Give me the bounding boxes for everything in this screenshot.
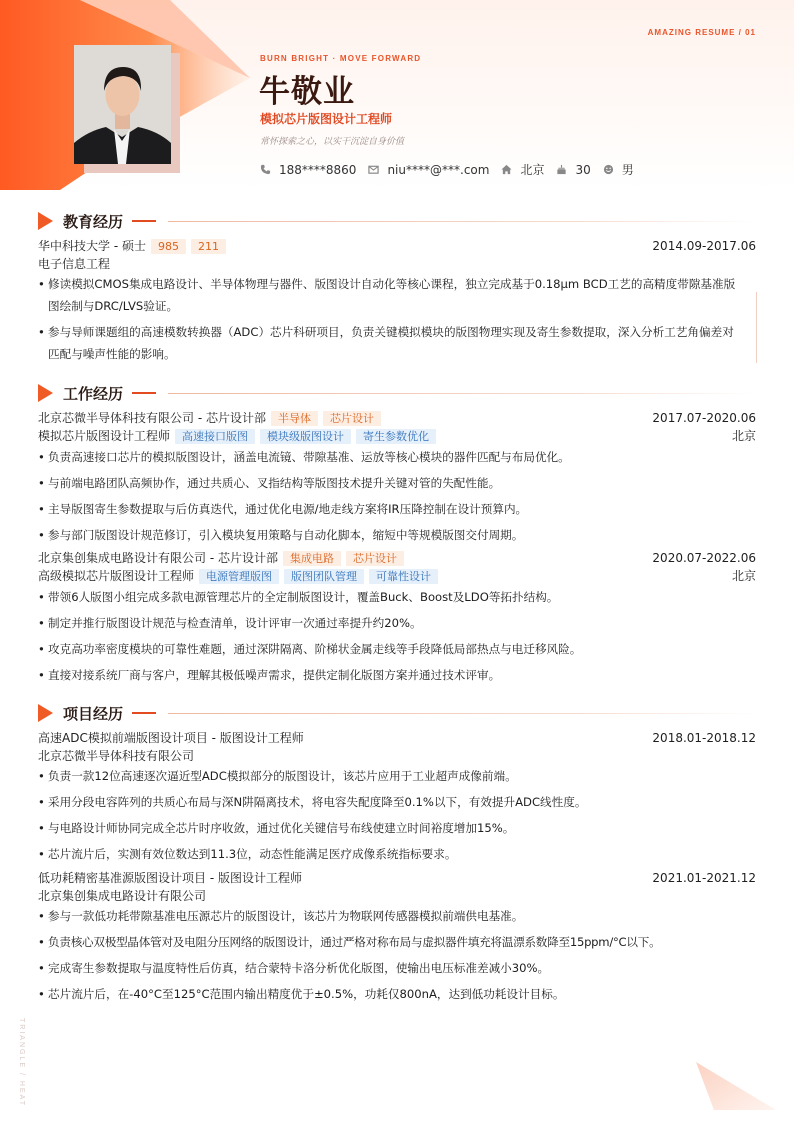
- phone-icon: [260, 164, 271, 175]
- section-title: 教育经历: [63, 212, 124, 231]
- list-item: • 主导版图寄生参数提取与后仿真迭代，通过优化电源/地走线方案将IR压降控制在设计预算内。: [38, 502, 528, 516]
- avatar-photo: [74, 45, 171, 164]
- job-location: 北京: [731, 429, 756, 443]
- list-item: • 完成寄生参数提取与温度特性后仿真，结合蒙特卡洛分析优化版图，使输出电压标准差减小30%。: [38, 961, 550, 975]
- contact-city: [501, 161, 544, 178]
- job-period: 2020.07-2022.06: [652, 551, 756, 565]
- side-label: TRIANGLE / HEAT: [18, 1018, 25, 1107]
- list-item: • 带领6人版图小组完成多款电源管理芯片的全定制版图设计，覆盖Buck、Boost及LDO等拓扑结构。: [38, 590, 559, 604]
- list-item: 匹配与噪声性能的影响。: [48, 347, 176, 361]
- project-org: 北京集创集成电路设计有限公司: [38, 889, 207, 903]
- city-text: 北京: [520, 163, 545, 177]
- major-row: [38, 256, 756, 273]
- list-item: • 直接对接系统厂商与客户，理解其极低噪声需求，提供定制化版图方案并通过技术评审。: [38, 668, 501, 682]
- subtitle: 常怀探索之心，以实干沉淀自身价值: [260, 137, 405, 147]
- company-name: 北京芯微半导体科技有限公司 - 芯片设计部: [38, 411, 266, 425]
- job-period: 2017.07-2020.06: [652, 411, 756, 425]
- list-item: • 参与导师课题组的高速模数转换器（ADC）芯片科研项目，负责关键模拟模块的版图物理实现及寄生参数提取，深入分析工艺角偏差对: [38, 325, 734, 339]
- list-item: 图绘制与DRC/LVS验证。: [48, 299, 179, 313]
- contact-email: [368, 163, 489, 177]
- list-item: • 制定并推行版图设计规范与检查清单，设计评审一次通过率提升约20%。: [38, 616, 422, 630]
- company-name: 北京集创集成电路设计有限公司 - 芯片设计部: [38, 551, 278, 565]
- project-org-row: [38, 748, 756, 765]
- job-location: 北京: [731, 569, 756, 583]
- triangle-icon: [38, 212, 53, 230]
- age-text: 30: [575, 162, 591, 177]
- section-divider: [168, 393, 756, 394]
- skill-tag: 模块级版图设计: [260, 429, 351, 444]
- section-work-header: [38, 383, 156, 403]
- list-item: • 负责核心双极型晶体管对及电阻分压网络的版图设计，通过严格对称布局与虚拟器件填充将温漂系数降至15ppm/°C以下。: [38, 935, 661, 949]
- role-title: 模拟芯片版图设计工程师: [38, 429, 171, 443]
- list-item: • 参与部门版图设计规范修订，引入模块复用策略与自动化脚本，缩短中等规模版图交付周期。: [38, 528, 524, 542]
- role-title: 高级模拟芯片版图设计工程师: [38, 569, 195, 583]
- company-tag: 半导体: [271, 411, 318, 426]
- phone-text: 188****8860: [279, 162, 357, 177]
- job-title: 模拟芯片版图设计工程师: [260, 112, 393, 126]
- title-dash: [132, 220, 156, 222]
- project-name: 高速ADC模拟前端版图设计项目 - 版图设计工程师: [38, 731, 304, 745]
- list-item: • 与前端电路团队高频协作，通过共质心、叉指结构等版图技术提升关键对管的失配性能。: [38, 476, 501, 490]
- role-row: [38, 428, 756, 445]
- triangle-icon: [38, 704, 53, 722]
- section-projects-header: [38, 703, 156, 723]
- corner-triangle-decoration: [690, 1060, 780, 1112]
- side-rule: [756, 292, 757, 363]
- triangle-icon: [38, 384, 53, 402]
- skill-tag: 电源管理版图: [199, 569, 279, 584]
- list-item: • 参与一款低功耗带隙基准电压源芯片的版图设计，该芯片为物联网传感器模拟前端供电基准。: [38, 909, 524, 923]
- school-name: 华中科技大学 - 硕士: [38, 239, 146, 253]
- title-dash: [132, 712, 156, 714]
- list-item: • 采用分段电容阵列的共质心布局与深N阱隔离技术，将电容失配度降至0.1%以下，有效提升ADC线性度。: [38, 795, 587, 809]
- school-tag: 985: [151, 239, 186, 254]
- skill-tag: 高速接口版图: [175, 429, 255, 444]
- contact-gender: [603, 161, 634, 178]
- resume-tagline: AMAZING RESUME / 01: [647, 28, 756, 37]
- section-divider: [168, 221, 756, 222]
- skill-tag: 寄生参数优化: [356, 429, 436, 444]
- list-item: • 攻克高功率密度模块的可靠性难题，通过深阱隔离、阶梯状金属走线等手段降低局部热点与电迁移风险。: [38, 642, 582, 656]
- education-period: 2014.09-2017.06: [652, 239, 756, 253]
- project-row: [38, 730, 756, 747]
- project-period: 2021.01-2021.12: [652, 871, 756, 885]
- cake-icon: [556, 164, 567, 175]
- company-tag: 芯片设计: [323, 411, 381, 426]
- section-education-header: [38, 211, 156, 231]
- list-item: • 修读模拟CMOS集成电路设计、半导体物理与器件、版图设计自动化等核心课程，独立完成基于0.18μm BCD工艺的高精度带隙基准版: [38, 277, 736, 291]
- skill-tag: 可靠性设计: [369, 569, 438, 584]
- list-item: • 负责高速接口芯片的模拟版图设计，涵盖电流镜、带隙基准、运放等核心模块的器件匹配与布局优化。: [38, 450, 570, 464]
- section-title: 工作经历: [63, 384, 124, 403]
- contact-age: [556, 163, 590, 177]
- title-dash: [132, 392, 156, 394]
- project-org-row: [38, 888, 756, 905]
- email-text: niu****@***.com: [387, 162, 490, 177]
- role-row: [38, 568, 756, 585]
- contact-phone: [260, 163, 356, 177]
- job-row: [38, 410, 756, 427]
- smile-icon: [603, 164, 614, 175]
- project-org: 北京芯微半导体科技有限公司: [38, 749, 195, 763]
- motto: BURN BRIGHT · MOVE FORWARD: [260, 54, 422, 63]
- contact-bar: [260, 161, 646, 178]
- list-item: • 芯片流片后，实测有效位数达到11.3位，动态性能满足医疗成像系统指标要求。: [38, 847, 457, 861]
- section-divider: [168, 713, 756, 714]
- skill-tag: 版图团队管理: [284, 569, 364, 584]
- project-name: 低功耗精密基准源版图设计项目 - 版图设计工程师: [38, 871, 302, 885]
- section-title: 项目经历: [63, 704, 124, 723]
- home-icon: [501, 164, 512, 175]
- gender-text: 男: [621, 163, 634, 177]
- mail-icon: [368, 164, 379, 175]
- candidate-name: 牛敬业: [259, 74, 355, 110]
- list-item: • 芯片流片后，在-40°C至125°C范围内输出精度优于±0.5%，功耗仅800nA，达到低功耗设计目标。: [38, 987, 565, 1001]
- project-period: 2018.01-2018.12: [652, 731, 756, 745]
- company-tag: 集成电路: [283, 551, 341, 566]
- company-tag: 芯片设计: [346, 551, 404, 566]
- major: 电子信息工程: [38, 257, 111, 271]
- job-row: [38, 550, 756, 567]
- list-item: • 与电路设计师协同完成全芯片时序收敛，通过优化关键信号布线使建立时间裕度增加15%。: [38, 821, 515, 835]
- project-row: [38, 870, 756, 887]
- list-item: • 负责一款12位高速逐次逼近型ADC模拟部分的版图设计，该芯片应用于工业超声成像前端。: [38, 769, 517, 783]
- school-tag: 211: [191, 239, 226, 254]
- education-row: [38, 238, 756, 255]
